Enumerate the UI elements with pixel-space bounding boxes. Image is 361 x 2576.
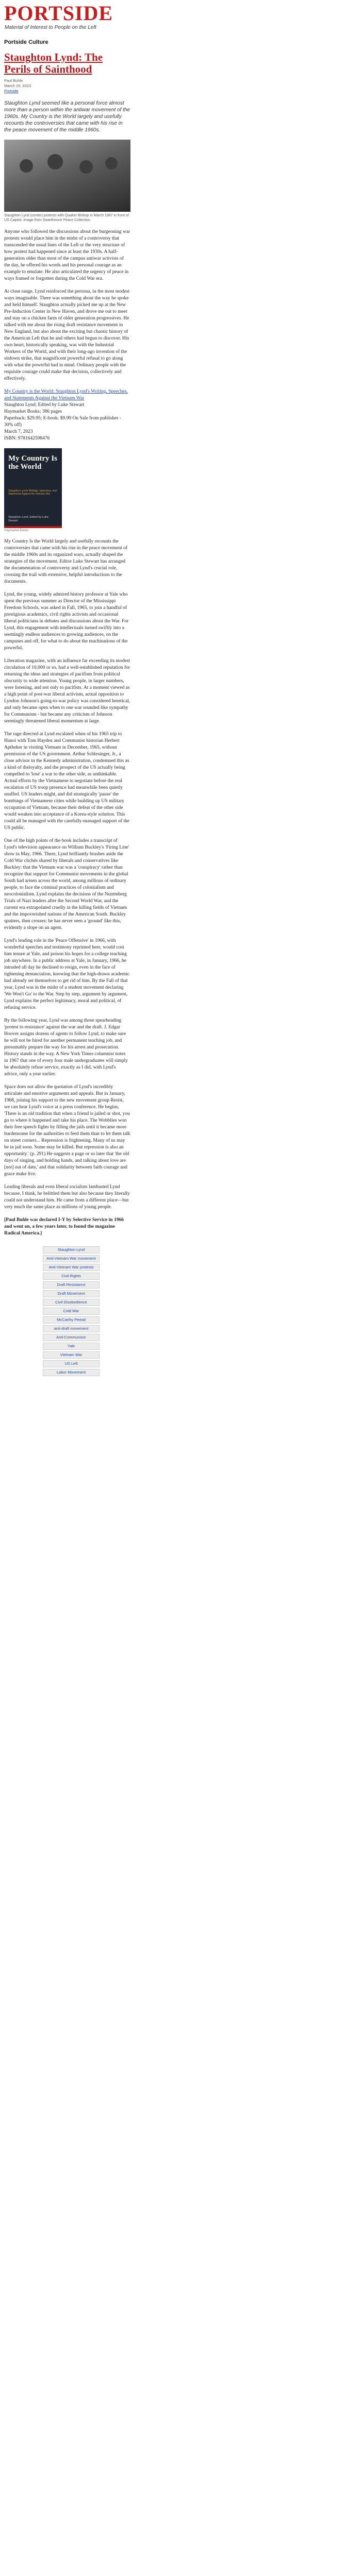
tag-link[interactable]: Vietnam War xyxy=(43,1351,100,1359)
paragraph: Liberation magazine, with an influence far exceeding its modest circulation of 10,000 or so, had a well-established reputation for returning the ideas and strategies of pacifism from political obscurity to wide attention. Young people, in larger numbers, were listening, and not only to pacifists. At a moment viewed as a high point of post-war liberal activism, actual opposition to Lyndon Johnson's going-to-war policy was considered heretical, and only became open when to one war sounded like sympathy for Communism - but became any criticism of Johnson seemingly threatened liberal momentum at large. xyxy=(4,658,130,724)
paragraph: By the following year, Lynd was among those spearheading 'protest to resistance' against the war and the draft. J. Edgar Hoover assigns dozens of agents to follow Lynd, to make sure he will not be hired for another permanent teaching job, and presumably prepare the way for his arrest and prosecution. History stands in the way. A New York Times columnist notes in 1967 that one of every four male undergraduates will simply be absolutely refuse service, exactly as I did, with Lynd's advice, only a year earlier. xyxy=(4,1018,128,1077)
book-detail: Staughton Lynd; Edited by Luke Stewart xyxy=(4,402,85,408)
paragraph: Space does not allow the quotation of Lynd's incredibly articulate and emotive arguments and appeals. But in January, 1968, joining his support to the new movement group Resist, we can hear Lynd's voice at a press conference. He begins, 'There is an old tradition that when a friend is jailed or shot, you go to where it happened and take his place. The Wobblies won their free speech fights by filling the jails until it became more burdensome for the authorities to feed them than to let them talk on street corners... Repression is frightening. Many of us may be in jail soon. Some may be killed. But repression is also an opportunity.' (p. 291) He suggests a page or so later that 'the old days of singing, and holding hands, and talking about love are [not] out of date,' and that solidarity between faith courage and grace make live. xyxy=(4,1084,130,1177)
tag-link[interactable]: Anti-Vietnam War protests xyxy=(43,1264,100,1271)
section-label: Portside Culture xyxy=(4,39,48,45)
paragraph: At close range, Lynd reinforced the persona, in the most modest ways imaginable. There was something about the way he spoke and held himself. Staughton actually picked me up at the New Pre-Induction Center in New Haven, and drove me out to meet and stay on a chicken farm of older generation progressives. He talked with me about the rising draft resistance movement in New England, but also about the exciting but chaotic history of the American Left that he and others had begun to discover. His own heart, historically speaking, was with the Industrial Workers of the World, and with their long-ago invention of the sitdown strike, that magnificent powerful refusal to go along with what the powerful had in mind. Ordinary people with the requisite courage could make that decision, collectively and effectively. xyxy=(4,289,130,381)
tag-link[interactable]: Anti-Communism xyxy=(43,1334,100,1341)
tag-link[interactable]: US Left xyxy=(43,1360,100,1367)
book-detail: Haymarket Books; 386 pages xyxy=(4,409,62,414)
paragraph: Lynd, the young, widely admired history professor at Yale who spent the previous summer as Director of the Mississippi Freedom Schools, was asked in Fall, 1965, to join a handful of prestigious academics, civil rights activists and occasional liberal politicians in debates and discussions about the War. For Lynd, this engagement with intellectuals turned swiftly into a seemingly endless audiences to growing audiences, on the campuses and off, for what to do about the machinations of the powerful. xyxy=(4,592,129,651)
book-detail: ISBN: 9781642598476 xyxy=(4,436,50,441)
book-cover-title: My Country Is the World xyxy=(8,454,58,471)
book-citation xyxy=(4,388,130,442)
article-column xyxy=(4,49,130,1391)
tag-link[interactable]: Civil Disobedience xyxy=(43,1299,100,1306)
paragraph: Leading liberals and even liberal socialists lambasted Lynd because, I think, he belittled them but also because they literally could not understand him. He came from a different place—but very much the same place as millions of young people. xyxy=(4,1184,130,1210)
site-tagline: Material of Interest to People on the Left xyxy=(5,25,96,30)
tag-link[interactable]: anti-draft movement xyxy=(43,1325,100,1332)
paragraph: Anyone who followed the discussions about the burgeoning war protests would place him in the midst of a controversy that transcended the usual lines of the Left or the very structure of how protest had happened since at least the 1930s. A half-generation older than most of the campus antiwar activists of the day, he offered his words and his personal courage as an example to emulate. He also articulated the urgency of peace in ways framed or forgotten during the Cold War era. xyxy=(4,229,130,281)
book-detail: March 7, 2023 xyxy=(4,429,33,434)
tag-link[interactable]: Cold War xyxy=(43,1308,100,1315)
book-cover-subtitle: Staughton Lynd's Writings, Speeches, and Statements Against the Vietnam War xyxy=(8,489,57,496)
tag-link[interactable]: Draft Movement xyxy=(43,1290,100,1297)
tag-link[interactable]: Staughton Lynd xyxy=(43,1246,100,1253)
author-note: [Paul Buhle was declared I-Y by Selective Service in 1966 and went on, a few years later, to found the magazine Radical America.] xyxy=(4,1217,124,1236)
article-meta xyxy=(4,78,130,94)
article-author: Paul Buhle xyxy=(4,78,23,83)
book-cover-credit: Haymarket Books xyxy=(4,529,29,532)
paragraph: Lynd's leading role in the 'Peace Offensive' in 1966, with wonderful speeches and testimony reprinted here, would cost him tenure at Yale, and poison his hopes for a college teaching job anywhere. In a public address at Yale, in January, 1966, he intruded all day he declined to resign, even in the face of tightening denunciation, knowing that the high-drawn academic had already set themselves to get rid of him. By the Fall of that year, Lynd was in the midst of a student movement declaring 'We Won't Go' to the War. Step by step, argument by argument, Lynd explains the perfect legitimacy, moral and political, of refusing service. xyxy=(4,938,129,1010)
paragraph: The rage directed at Lynd escalated when of his 1965 trip to Hanoi with Tom Hayden and Communist historian Herbert Aptheker in visiting Vietnam in December, 1965, without permission of the US government. Arthur Schlesinger, Jr., a close advisor in the Kennedy administration, condemned this as a kind of disloyalty, and the prospect of the US actually being compelled to 'lose' a war to the other side, as unthinkable. Actual efforts by the Vietnamese to negotiate before the real escalation of US troop presence had meanwhile been quietly snuffed. US leaders might, and did strategically 'pause' the bombings of Vietnamese cities while building up US military occupation of Vietnam, because their defeat of the other side would weaken into acceptance of a Korea-style solution. This could all be managed with the carefully-managed support of the US public. xyxy=(4,732,129,831)
paragraph: My Country Is the World largely and usefully recounts the controversies that came with his rise in the peace movement of the middle 1960s and its organized wars, actually shaped the strategies of the movement. Editor Luke Stewart has arranged the documentation of controversy and Lynd's crucial role, crossing the trail with extensive, helpful introductions to the documents. xyxy=(4,539,128,584)
article-date: March 26, 2023 xyxy=(4,83,31,88)
tag-link[interactable]: McCarthy Period xyxy=(43,1316,100,1324)
tag-link[interactable]: Labor Movement xyxy=(43,1369,100,1376)
article-photo xyxy=(4,140,130,212)
site-header xyxy=(0,0,361,49)
article-body-b xyxy=(4,538,130,1237)
photo-caption: Staughton Lynd (center) protests with Quaker Bishop in March 1967 in front of US Capitol. Image from Swarthmore Peace Collection. xyxy=(4,214,129,222)
article-body-a xyxy=(4,229,130,382)
article-source-link[interactable]: Portside xyxy=(4,89,19,93)
tag-list xyxy=(4,1246,130,1391)
tag-link[interactable]: Draft Resistance xyxy=(43,1281,100,1289)
article xyxy=(0,49,361,2576)
book-title-link[interactable]: My Country is the World: Staughton Lynd's Writing, Speeches, and Statements Against the Vietnam War xyxy=(4,389,128,401)
book-cover-author: Staughton Lynd, Edited by Luke Stewart xyxy=(8,516,48,522)
paragraph: One of the high points of the book includes a transcript of Lynd's television appearance on William Buckley's 'Firing Line' show in May, 1966. There, Lynd brilliantly brushes aside the Cold War clichés shared by liberals and conservatives like Buckley: that the Vietnam war was a 'conspiracy' rather than recognize that support for Communist movements in the global South had arisen across the world, among millions of ordinary people, to face the criminal practices of colonialism and neocolonialism. Lynd explains the decisions of the Nuremberg Trials of Nazi leaders after the Second World War, and the current era extrapolated cruelly in the killing fields of Vietnam and the impoverished nations of the American South. Buckley sputters, then crosses: he has never seen a 'ground' like this, evidently a slope on an agent. xyxy=(4,838,129,930)
article-title[interactable]: Staughton Lynd: The Perils of Sainthood xyxy=(4,51,103,75)
tag-link[interactable]: Civil Rights xyxy=(43,1273,100,1280)
book-detail: Paperback: $29.95; E-book: $9.99 On Sale from publisher - 30% off) xyxy=(4,416,121,428)
book-cover-image xyxy=(4,448,62,528)
tag-link[interactable]: Yale xyxy=(43,1343,100,1350)
tag-link[interactable]: Anti-Vietnam War movement xyxy=(43,1255,100,1262)
site-logo[interactable]: PORTSIDE xyxy=(4,2,113,25)
article-dek: Staughton Lynd seemed like a personal force almost more than a person within the antiwar movement of the 1960s. My Country is the World largely and usefully recounts the controversies that came with his rise in the peace movement of the middle 1960s. xyxy=(4,100,130,133)
